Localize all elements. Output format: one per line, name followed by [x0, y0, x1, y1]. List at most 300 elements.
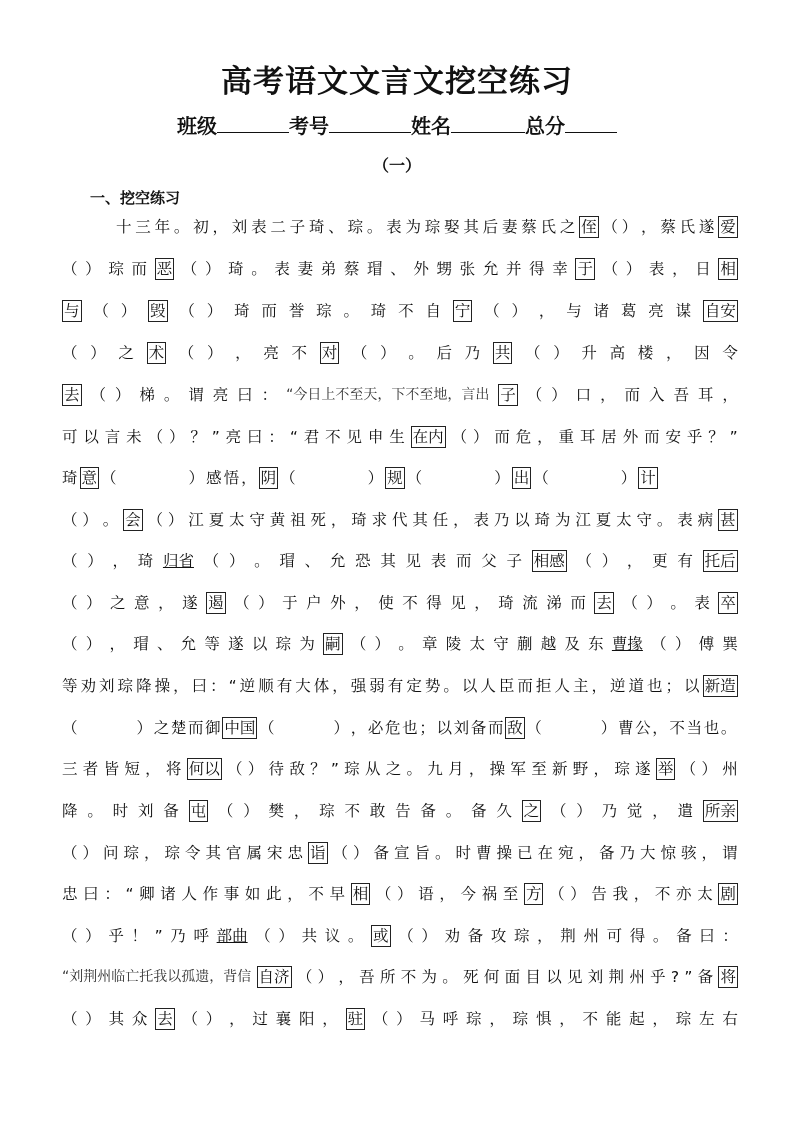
answer-blank-open[interactable]: （	[62, 719, 78, 737]
passage-char: ，	[538, 302, 555, 320]
answer-blank-open[interactable]: （	[451, 428, 468, 446]
passage-char: 臣	[498, 677, 515, 695]
passage-char: 入	[649, 386, 665, 404]
passage-char: 而	[644, 428, 660, 446]
passage-char: ，	[672, 260, 688, 278]
answer-blank-close[interactable]: ）	[472, 428, 489, 446]
passage-char: 蔡	[660, 218, 676, 236]
passage-char: 。	[251, 260, 267, 278]
answer-blank-open[interactable]: （	[602, 218, 618, 236]
answer-blank-close[interactable]: ）	[86, 594, 102, 612]
passage-char: 从	[364, 760, 381, 778]
passage-char: 琦	[498, 594, 514, 612]
passage-char: 刘	[231, 218, 248, 236]
passage-char: 以	[83, 428, 99, 446]
passage-char: ？	[708, 428, 724, 446]
answer-blank-open[interactable]: （	[90, 386, 106, 404]
boxed-keyword: 共	[494, 344, 511, 362]
boxed-keyword: 相感	[533, 552, 565, 570]
passage-char: 襄	[275, 1010, 292, 1028]
passage-char: 幸	[552, 260, 568, 278]
answer-blank-open[interactable]: （	[372, 1010, 389, 1028]
score-blank[interactable]	[565, 114, 617, 133]
passage-char: 自	[425, 302, 441, 320]
answer-blank-close[interactable]: ）	[333, 719, 350, 737]
answer-blank-open[interactable]: （	[62, 552, 78, 570]
answer-blank-close[interactable]: ）	[82, 844, 99, 862]
answer-blank-close[interactable]: ）	[576, 802, 592, 820]
passage-char: 。	[406, 760, 423, 778]
passage-char: 不	[654, 885, 671, 903]
passage-char: 遂	[182, 594, 198, 612]
passage-char: 刘	[99, 677, 115, 695]
passage-char: 令	[185, 844, 201, 862]
boxed-keyword: 去	[64, 386, 80, 404]
answer-blank-open[interactable]: （	[62, 844, 78, 862]
passage-line	[62, 505, 738, 535]
passage-char: 弟	[320, 260, 337, 278]
boxed-keyword: 遏	[208, 594, 224, 612]
passage-char: 之	[559, 218, 576, 236]
answer-blank-open[interactable]: （	[62, 635, 78, 653]
answer-blank-close[interactable]: ）	[511, 302, 528, 320]
answer-blank-open[interactable]: （	[622, 594, 638, 612]
passage-char: 遂	[698, 218, 715, 236]
passage-char: 申	[367, 428, 384, 446]
answer-blank-open[interactable]: （	[296, 968, 313, 986]
passage-char: 表	[251, 218, 267, 236]
passage-char: 备	[470, 719, 487, 737]
answer-blank-close[interactable]: ）	[167, 511, 184, 529]
passage-char: 琦	[351, 511, 367, 529]
passage-char: 为	[555, 511, 571, 529]
passage-char: 见	[405, 552, 422, 570]
passage-char: 面	[504, 968, 521, 986]
passage-char: “	[125, 885, 134, 903]
passage-char: 夏	[595, 511, 612, 529]
answer-blank-close[interactable]: ）	[85, 927, 101, 945]
answer-blank-close[interactable]: ）	[243, 802, 259, 820]
answer-blank-close[interactable]: ）	[353, 844, 369, 862]
passage-char: ：	[722, 927, 738, 945]
answer-blank-close[interactable]: ）	[206, 302, 223, 320]
passage-char: 有	[387, 677, 404, 695]
passage-char: 年	[154, 218, 171, 236]
passage-char: 今	[460, 885, 476, 903]
passage-char: 外	[413, 260, 429, 278]
answer-blank-close[interactable]: ）	[701, 760, 717, 778]
passage-line	[62, 463, 738, 493]
answer-blank-open[interactable]: （	[550, 802, 567, 820]
passage-char: 语	[418, 885, 434, 903]
answer-blank-close[interactable]: ）	[168, 428, 185, 446]
answer-blank-open[interactable]: （	[217, 802, 234, 820]
answer-blank-open[interactable]: （	[62, 511, 78, 529]
passage-char: ，	[144, 844, 160, 862]
student-info-line	[0, 110, 794, 139]
answer-blank-close[interactable]: ）	[494, 469, 510, 487]
passage-char: 琮	[108, 260, 124, 278]
boxed-keyword: 方	[525, 885, 542, 903]
passage-char: 乃	[601, 802, 618, 820]
answer-blank-close[interactable]: ）	[553, 344, 569, 362]
answer-blank-close[interactable]: ）	[206, 344, 223, 362]
passage-char: 诸	[593, 302, 610, 320]
passage-char: 乎	[108, 927, 124, 945]
passage-char: 降	[136, 677, 152, 695]
answer-blank-open[interactable]: （	[526, 719, 542, 737]
answer-blank-open[interactable]: （	[62, 344, 78, 362]
boxed-keyword: 意	[81, 469, 98, 487]
boxed-keyword: 术	[148, 344, 165, 362]
passage-char: 州	[629, 968, 645, 986]
passage-char: 遂	[228, 635, 244, 653]
boxed-keyword: 计	[640, 469, 656, 487]
passage-char: 。	[670, 594, 686, 612]
answer-blank-open[interactable]: （	[147, 511, 164, 529]
answer-blank-open[interactable]: （	[62, 594, 78, 612]
answer-blank-close[interactable]: ）	[278, 927, 294, 945]
passage-char: 太	[697, 885, 713, 903]
answer-blank-open[interactable]: （	[255, 927, 271, 945]
passage-char: 见	[346, 428, 363, 446]
answer-blank-open[interactable]: （	[258, 719, 275, 737]
answer-blank-close[interactable]: ）	[646, 594, 662, 612]
passage-char: 高	[609, 344, 626, 362]
passage-char: 乃	[464, 344, 481, 362]
passage-char: 乃	[493, 511, 510, 529]
answer-blank-open[interactable]: （	[533, 469, 549, 487]
passage-char: 问	[103, 844, 119, 862]
passage-char: 其	[412, 511, 428, 529]
underlined-term: 曹掾	[611, 635, 643, 653]
passage-char: ，	[241, 469, 257, 487]
answer-blank-open[interactable]: （	[651, 635, 667, 653]
passage-char: 。	[87, 802, 103, 820]
answer-blank-close[interactable]: ）	[570, 885, 586, 903]
passage-char: 守	[249, 511, 265, 529]
answer-blank-open[interactable]: （	[203, 552, 220, 570]
passage-char: 子	[506, 552, 522, 570]
passage-char: 阳	[298, 1010, 315, 1028]
passage-char: ，	[593, 760, 610, 778]
answer-blank-open[interactable]: （	[576, 552, 592, 570]
passage-char: 也	[647, 677, 663, 695]
passage-char: 。	[435, 844, 451, 862]
answer-blank-open[interactable]: （	[62, 927, 78, 945]
boxed-keyword: 出	[513, 469, 530, 487]
passage-char: 子	[289, 218, 306, 236]
passage-char: 告	[591, 885, 607, 903]
boxed-keyword: 毁	[150, 302, 166, 320]
answer-blank-open[interactable]: （	[280, 469, 296, 487]
passage-char: ，	[641, 218, 657, 236]
passage-char: ?	[670, 968, 680, 986]
passage-char: 谋	[675, 302, 692, 320]
answer-blank-open[interactable]: （	[375, 885, 392, 903]
answer-blank-close[interactable]: ）	[188, 469, 205, 487]
passage-char: ！	[131, 927, 147, 945]
passage-char: 、	[156, 635, 173, 653]
answer-blank-close[interactable]: ）	[601, 552, 618, 570]
passage-char: 琦	[534, 511, 551, 529]
passage-char: 劝	[444, 927, 461, 945]
passage-char: 楚	[170, 719, 187, 737]
passage-char: 已	[517, 844, 533, 862]
passage-char: 众	[131, 1010, 148, 1028]
passage-char: 强	[350, 677, 367, 695]
boxed-keyword: 新造	[704, 677, 736, 695]
answer-blank-open[interactable]: （	[406, 469, 423, 487]
answer-blank-close[interactable]: ）	[114, 386, 131, 404]
passage-char: ”	[684, 968, 693, 986]
passage-char: ：	[210, 677, 226, 695]
passage-char: 逆	[609, 677, 626, 695]
passage-char: 我	[612, 885, 629, 903]
answer-blank-close[interactable]: ）	[247, 760, 264, 778]
answer-blank-open[interactable]: （	[101, 469, 117, 487]
passage-char: 太	[229, 511, 245, 529]
passage-char: 琮	[316, 302, 332, 320]
underlined-term: 归省	[162, 552, 194, 570]
boxed-keyword: 驻	[347, 1010, 364, 1028]
answer-blank-open[interactable]: （	[181, 260, 198, 278]
passage-char: 等	[204, 635, 220, 653]
answer-blank-open[interactable]: （	[351, 344, 368, 362]
answer-blank-open[interactable]: （	[602, 260, 619, 278]
passage-char: ，	[701, 844, 718, 862]
passage-char: 大	[295, 677, 311, 695]
answer-blank-open[interactable]: （	[182, 1010, 198, 1028]
answer-blank-close[interactable]: ）	[82, 511, 98, 529]
passage-char: ，	[559, 1010, 575, 1028]
passage-char: 州	[722, 760, 738, 778]
answer-blank-close[interactable]: ）	[90, 344, 106, 362]
passage-char: 备	[471, 802, 487, 820]
passage-char: “	[228, 677, 237, 695]
answer-blank-close[interactable]: ）	[625, 260, 642, 278]
boxed-keyword: 之	[523, 802, 540, 820]
passage-char: 任	[432, 511, 449, 529]
passage-char: 。	[443, 677, 459, 695]
passage-char: 遣	[677, 802, 694, 820]
boxed-keyword: 去	[157, 1010, 173, 1028]
passage-char: ，	[287, 885, 303, 903]
answer-blank-open[interactable]: （	[93, 302, 109, 320]
passage-char: 刘	[137, 802, 154, 820]
answer-blank-open[interactable]: （	[680, 760, 697, 778]
passage-char: 而	[517, 677, 533, 695]
passage-char: 得	[426, 594, 442, 612]
answer-blank-open[interactable]: （	[147, 428, 164, 446]
passage-char: 吾	[359, 968, 375, 986]
answer-blank-open[interactable]: （	[62, 260, 78, 278]
answer-blank-open[interactable]: （	[526, 386, 543, 404]
passage-char: 。	[656, 511, 673, 529]
passage-char: 守	[493, 635, 509, 653]
answer-blank-close[interactable]: ）	[396, 1010, 412, 1028]
passage-char: 表	[274, 260, 290, 278]
name-label: 姓名	[411, 114, 451, 138]
passage-char: 亮	[648, 302, 664, 320]
passage-char: 至	[502, 885, 519, 903]
boxed-keyword: 于	[577, 260, 593, 278]
passage-char: 而	[188, 719, 204, 737]
passage-char: 琦	[234, 302, 250, 320]
answer-blank-open[interactable]: （	[350, 635, 367, 653]
passage-char: ，	[633, 885, 650, 903]
number-blank[interactable]	[329, 114, 411, 133]
answer-blank-close[interactable]: ）	[620, 469, 637, 487]
answer-blank-close[interactable]: ）	[397, 885, 413, 903]
passage-char: 呼	[442, 1010, 459, 1028]
answer-blank-close[interactable]: ）	[551, 386, 567, 404]
answer-blank-close[interactable]: ）	[621, 218, 638, 236]
passage-char: ，	[626, 552, 643, 570]
boxed-keyword: 自济	[258, 968, 290, 986]
passage-char: ，	[489, 1010, 505, 1028]
answer-blank-open[interactable]: （	[332, 844, 349, 862]
passage-char: 以	[461, 677, 478, 695]
answer-blank-close[interactable]: ）	[85, 635, 102, 653]
answer-blank-close[interactable]: ）	[204, 260, 221, 278]
section-heading: 一、挖空练习	[90, 189, 181, 207]
passage-char: 降	[62, 802, 78, 820]
passage-char: 备	[163, 802, 179, 820]
answer-blank-close[interactable]: ）	[258, 594, 274, 612]
passage-char: 有	[276, 677, 293, 695]
passage-char: 重	[558, 428, 575, 446]
answer-blank-open[interactable]: （	[178, 344, 195, 362]
answer-blank-open[interactable]: （	[179, 302, 195, 320]
passage-char: 、	[328, 218, 344, 236]
passage-char: ，	[293, 802, 310, 820]
passage-char: 为	[421, 968, 438, 986]
passage-char: 曰	[191, 677, 208, 695]
answer-blank-open[interactable]: （	[234, 594, 250, 612]
answer-blank-close[interactable]: ）	[674, 635, 691, 653]
answer-blank-open[interactable]: （	[398, 927, 414, 945]
answer-blank-close[interactable]: ）	[136, 719, 153, 737]
passage-char: 大	[640, 844, 656, 862]
quoted-text: “今日上不至天，下不至地，言出	[286, 387, 490, 403]
answer-blank-close[interactable]: ）	[317, 968, 334, 986]
answer-blank-close[interactable]: ）	[87, 552, 103, 570]
answer-blank-close[interactable]: ）	[85, 260, 101, 278]
answer-blank-close[interactable]: ）	[600, 719, 617, 737]
passage-char: ，	[468, 760, 485, 778]
answer-blank-close[interactable]: ）	[205, 1010, 222, 1028]
answer-blank-close[interactable]: ）	[374, 635, 391, 653]
passage-char: 主	[572, 677, 589, 695]
passage-char: 蒯	[516, 635, 533, 653]
passage-char: 事	[223, 885, 240, 903]
answer-blank-open[interactable]: （	[549, 885, 565, 903]
passage-char: 涕	[546, 594, 562, 612]
answer-blank-open[interactable]: （	[484, 302, 500, 320]
passage-char: 。	[254, 552, 270, 570]
answer-blank-close[interactable]: ）	[120, 302, 137, 320]
passage-char: ，	[652, 719, 668, 737]
passage-char: 表	[648, 260, 665, 278]
passage-char: ；	[419, 719, 435, 737]
passage-char: 妻	[297, 260, 314, 278]
passage-char: 乎	[650, 968, 666, 986]
answer-blank-close[interactable]: ）	[421, 927, 437, 945]
passage-line	[62, 422, 738, 452]
name-blank[interactable]	[451, 114, 525, 133]
answer-blank-close[interactable]: ）	[367, 469, 384, 487]
passage-char: 而	[456, 552, 472, 570]
passage-char: 琮	[466, 1010, 482, 1028]
passage-char: 亮	[263, 344, 279, 362]
passage-char: 。	[347, 927, 364, 945]
passage-char: 呼	[193, 927, 209, 945]
class-blank[interactable]	[217, 114, 289, 133]
answer-blank-close[interactable]: ）	[85, 1010, 101, 1028]
passage-line	[62, 296, 738, 326]
passage-char: 拒	[535, 677, 552, 695]
passage-char: 马	[419, 1010, 435, 1028]
passage-char: 可	[62, 428, 78, 446]
passage-char: 惊	[660, 844, 677, 862]
passage-char: 御	[205, 719, 221, 737]
boxed-keyword: 或	[373, 927, 389, 945]
passage-char: 公	[635, 719, 651, 737]
passage-char: 琮	[344, 760, 360, 778]
answer-blank-open[interactable]: （	[62, 1010, 78, 1028]
passage-char: 其	[380, 552, 396, 570]
passage-char: 为	[405, 218, 421, 236]
passage-char: 乃	[170, 927, 186, 945]
passage-char: 表	[677, 511, 693, 529]
passage-char: 初	[193, 218, 209, 236]
boxed-keyword: 自安	[704, 302, 736, 320]
passage-line	[62, 629, 738, 659]
passage-char: 允	[180, 635, 197, 653]
passage-char: 琮	[675, 1010, 692, 1028]
exercise-number: （一）	[372, 156, 421, 175]
quoted-text: “刘荆州临亡托我以孤遗，背信	[62, 969, 252, 985]
passage-char: 琮	[513, 927, 530, 945]
passage-char: 安	[665, 428, 681, 446]
passage-char: 曰	[247, 428, 263, 446]
boxed-keyword: 托后	[704, 552, 736, 570]
passage-char: 之	[385, 760, 402, 778]
passage-char: 见	[450, 594, 466, 612]
passage-char: 也	[402, 719, 418, 737]
passage-char: 不	[402, 594, 418, 612]
answer-blank-open[interactable]: （	[226, 760, 243, 778]
passage-char: 劝	[80, 677, 97, 695]
answer-blank-close[interactable]: ）	[380, 344, 396, 362]
passage-char: 之	[153, 719, 170, 737]
passage-char: 江	[188, 511, 204, 529]
passage-char: 樊	[268, 802, 285, 820]
passage-char: 人	[181, 885, 197, 903]
answer-blank-open[interactable]: （	[525, 344, 541, 362]
passage-char: 所	[379, 968, 396, 986]
passage-char: 曹	[617, 719, 634, 737]
passage-char: 升	[581, 344, 597, 362]
answer-blank-close[interactable]: ）	[228, 552, 245, 570]
passage-char: 何	[483, 968, 500, 986]
passage-char: 操	[154, 677, 171, 695]
passage-char: 允	[329, 552, 346, 570]
passage-char: 而	[624, 386, 641, 404]
passage-char: 敌	[289, 760, 305, 778]
boxed-keyword: 敌	[507, 719, 523, 737]
